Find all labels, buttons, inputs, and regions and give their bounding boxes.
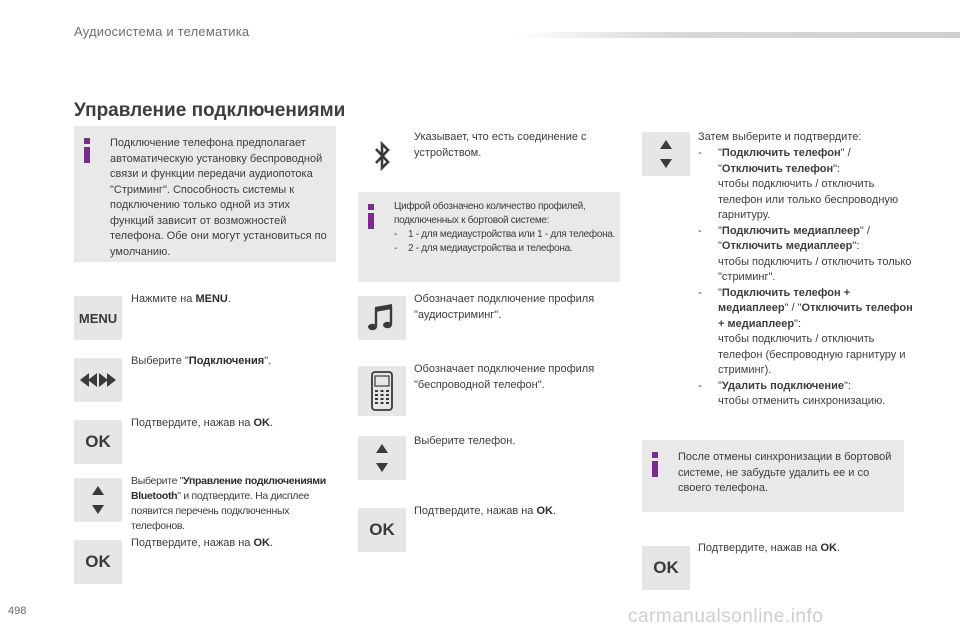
music-note-icon bbox=[358, 296, 406, 340]
music-profile-text: Обозначает подключение профиля "аудиостриминг". bbox=[414, 293, 595, 321]
info-profiles-item-1: 1 - для медиаустройства или 1 - для телефона. bbox=[408, 229, 616, 240]
step-connections-text: Выберите "Подключения". bbox=[131, 355, 272, 367]
ok-icon-label: OK bbox=[85, 432, 111, 451]
step-menu-text: Нажмите на MENU. bbox=[131, 293, 231, 305]
up-down-arrows-icon bbox=[74, 478, 122, 522]
options-list bbox=[698, 146, 918, 410]
step-confirm-text-3: Подтвердите, нажав на OK. bbox=[414, 505, 557, 517]
section-title: Управление подключениями bbox=[74, 100, 346, 121]
ok-icon bbox=[642, 546, 690, 590]
info-text-unpair: После отмены синхронизации в бортовой системе, не забудьте удалить ее и со своего телефона. bbox=[678, 451, 892, 494]
mobile-phone-icon bbox=[358, 366, 406, 416]
info-profiles-head: Цифрой обозначено количество профилей, подключенных к бортовой системе: bbox=[394, 201, 586, 226]
header-title: Аудиосистема и телематика bbox=[74, 24, 250, 39]
page-number: 498 bbox=[8, 605, 27, 617]
info-icon bbox=[368, 204, 376, 230]
info-icon bbox=[84, 138, 92, 164]
info-icon bbox=[652, 452, 660, 478]
watermark: carmanualsonline.info bbox=[628, 606, 824, 627]
up-down-arrows-icon bbox=[642, 132, 690, 176]
ok-icon-label: OK bbox=[369, 520, 395, 539]
bluetooth-desc-text: Указывает, что есть соединение с устройством. bbox=[414, 131, 587, 159]
info-box-profiles bbox=[358, 192, 620, 282]
info-profiles-item-2: 2 - для медиаустройства и телефона. bbox=[408, 243, 573, 254]
info-text-profiles bbox=[394, 200, 616, 256]
menu-button-icon bbox=[74, 296, 122, 340]
options-intro-text: Затем выберите и подтвердите: bbox=[698, 131, 862, 143]
prev-next-icon bbox=[74, 358, 122, 402]
list-item: - "Подключить медиаплеер" / "Отключить медиаплеер": чтобы подключить / отключить только "стриминг". bbox=[698, 224, 912, 283]
ok-icon bbox=[74, 540, 122, 584]
ok-icon-label: OK bbox=[85, 552, 111, 571]
info-box-connection bbox=[74, 126, 336, 262]
info-text-connection: Подключение телефона предполагает автоматическую установку беспроводной связи и функции передачи аудиопотока "Стриминг". Способность системы к подключению только одной из этих функций зависит от возможностей телефона. Обе они могут установиться по умолчанию. bbox=[110, 137, 327, 258]
ok-icon bbox=[74, 420, 122, 464]
info-box-unpair bbox=[642, 440, 904, 512]
ok-icon bbox=[358, 508, 406, 552]
list-dash: - bbox=[394, 243, 398, 254]
menu-icon-label: MENU bbox=[78, 310, 118, 326]
step-confirm-text-1: Подтвердите, нажав на OK. bbox=[131, 417, 274, 429]
up-down-arrows-icon bbox=[358, 436, 406, 480]
bluetooth-icon bbox=[358, 134, 406, 178]
step-confirm-text-4: Подтвердите, нажав на OK. bbox=[698, 542, 841, 554]
phone-profile-text: Обозначает подключение профиля "беспроводной телефон". bbox=[414, 363, 595, 391]
list-item: - "Подключить телефон" / "Отключить телефон": чтобы подключить / отключить телефон или только беспроводную гарнитуру. bbox=[698, 147, 899, 221]
list-item: - "Подключить телефон + медиаплеер" / "Отключить телефон + медиаплеер": чтобы подключить / отключить телефон (беспроводную гарнитуру и стриминг). bbox=[698, 286, 913, 376]
list-dash: - bbox=[394, 229, 398, 240]
list-item: - "Удалить подключение": чтобы отменить синхронизацию. bbox=[698, 379, 886, 407]
ok-icon-label: OK bbox=[653, 558, 679, 577]
step-bluetooth-manage-text: Выберите "Управление подключениями Bluetooth" и подтвердите. На дисплее появится перечень подключенных телефонов. bbox=[131, 475, 326, 532]
step-confirm-text-2: Подтвердите, нажав на OK. bbox=[131, 537, 274, 549]
select-phone-text: Выберите телефон. bbox=[414, 435, 516, 447]
header-decor-bar bbox=[512, 32, 960, 38]
